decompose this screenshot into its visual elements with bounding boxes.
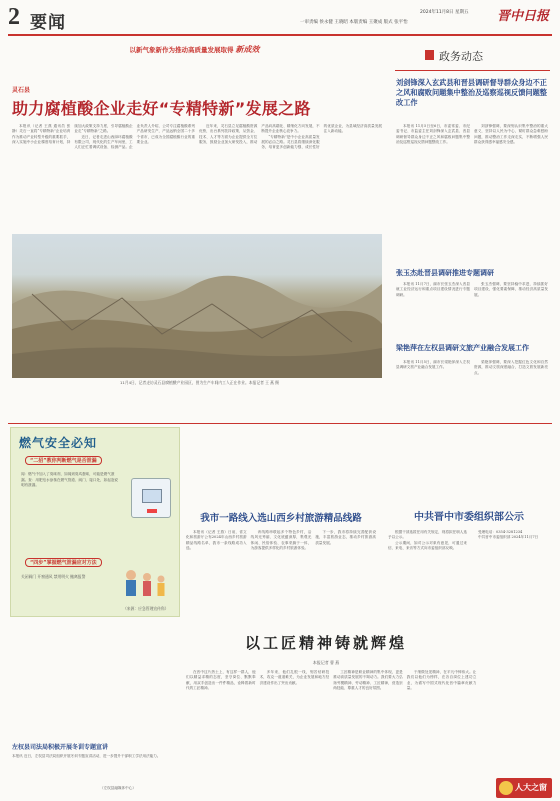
notice-para-3: 受理电话：0354-3281234 — [478, 530, 523, 534]
page-number: 2 — [8, 4, 20, 30]
lead-para-2: 近日，记者走进山西绿环腐植酸有限公司，现代化的生产车间里，工人们正忙着调试设备、检测产品。企业负责人介绍，公司专注腐植酸系列产品研发生产，产品远销全国二十多个省市，已成为全国腐植酸行业的重要企业。 — [74, 124, 195, 150]
bottom-left-headline: 左权县司法局积极开展冬训专题宣讲 — [12, 744, 109, 751]
paper-name: 晋中日报 — [497, 9, 550, 24]
slogan-emphasis: 新成效 — [235, 45, 260, 54]
politics-headline-2: 张玉杰赴晋县调研推进专题调研 — [396, 269, 494, 277]
politics-body-1 — [396, 124, 548, 262]
date-line: 2024年11月8日 星期五 — [420, 10, 469, 15]
craft-body — [186, 670, 550, 796]
village-para-2: 该线路串联起多个特色乡村，沿线风光秀丽、文化底蕴深厚，集观光休闲、民俗体验、农事采摘于一体，为游客提供多样化的乡村旅游体验。 — [250, 530, 312, 550]
politics-1-para-2: 刘剑锋强调，要深刻认识集中整治的重大意义，坚持以人民为中心，紧盯群众急难愁盼问题，推动整治工作走深走实，不断增强人民群众获得感幸福感安全感。 — [474, 124, 548, 144]
politics-2-para-2: 张玉杰强调，要坚持稳中求进，持续抓好项目建设，强化要素保障，推动经济高质量发展。 — [474, 282, 548, 297]
craft-para-4: 于细微处见精神，在平凡中铸伟大。让我们以他们为榜样，在各自岗位上建功立业，为谱写中国式现代化晋中篇章贡献力量。 — [406, 670, 477, 690]
gas-sub1-text: 闻：燃气中加入了臭味剂，如闻到臭鸡蛋味，可能是燃气泄漏。查：用肥皂水涂抹在燃气管道、阀门、接口处，如起泡说明有泄漏。 — [21, 472, 119, 488]
politics-3-para-2: 梁艳萍强调，要深入挖掘红色文化和自然资源，推动文旅深度融合，打造文旅发展新亮点。 — [474, 360, 548, 375]
notice-body — [388, 530, 550, 622]
bottom-left-source: （左权县融媒体中心） — [100, 786, 136, 790]
slogan-banner — [8, 44, 381, 56]
masthead — [0, 0, 560, 34]
lead-photo — [12, 234, 382, 378]
craft-para-3: 工匠精神是职业精神的集中体现，更是推动高质量发展的不竭动力。我们要大力弘扬劳模精神、劳动精神、工匠精神，营造崇尚技能、尊重人才的良好氛围。 — [333, 670, 403, 690]
gas-detector-illustration — [131, 478, 171, 518]
notice-title: 中共晋中市委组织部公示 — [414, 512, 524, 523]
slogan-text: 以新气象新作为推动高质量发展取得 — [129, 46, 234, 54]
column-marker — [425, 50, 434, 60]
gas-title: 燃气安全必知 — [19, 436, 98, 450]
village-para-1: 本报讯（记者 王燕）日前，省文化和旅游厅公布2024年山西乡村旅游精品线路名单，我市一条线路成功入选。 — [186, 530, 247, 550]
politics-header — [395, 44, 550, 66]
politics-headline-1: 刘剑锋深入玄武县和晋县调研督导群众身边不正之风和腐败问题集中整治及巡察巡视反馈问题整改工作 — [396, 78, 547, 107]
village-body — [186, 530, 376, 622]
village-para-3: 下一步，我市将持续完善配套设施，丰富旅游业态，推动乡村旅游高质量发展。 — [315, 530, 376, 545]
lead-para-4: “专精特新”是中小企业高质量发展的必由之路。灵石县将继续深化服务，培育更多创新能力强、成长性好的优质企业，为县域经济高质量发展注入新动能。 — [261, 124, 382, 150]
village-headline: 我市一路线入选山西乡村旅游精品线路 — [200, 513, 362, 524]
politics-2-para-1: 本报讯 11月7日，副市长张玉杰深入晋县就工业经济运行和重点项目建设情况进行专题调研。 — [396, 282, 470, 297]
gas-sub2: “四步”掌握燃气泄漏应对方法 — [25, 558, 102, 567]
ad-label: 人大之窗 — [515, 783, 547, 792]
politics-3-para-1: 本报讯 11月5日，副市长梁艳萍深入左权县调研文旅产业融合发展工作。 — [396, 360, 470, 370]
lead-headline: 助力腐植酸企业走好“专精特新”发展之路 — [12, 99, 311, 118]
lead-para-3: 近年来，灵石县立足腐植酸资源优势，出台系列扶持政策，从资金、技术、人才等方面为企业提供全方位服务，鼓励企业加大研发投入，推动产品向高端化、精细化方向发展，不断提升企业核心竞争力。 — [198, 124, 320, 144]
gas-source: （来源：应急管理宣传科） — [123, 606, 169, 611]
politics-headline-3: 梁艳萍在左权县调研文旅产业融合发展工作 — [396, 344, 529, 352]
lead-para-1: 本报讯（记者 王燕 通讯员 张静）灵石一直将“专精特新”企业培育作为推动产业转型升级的重要抓手，深入实施中小企业梯度培育计划，持续加大政策支持力度，引导腐植酸企业走“专精特新”之路。 — [12, 124, 133, 144]
section-name: 要闻 — [30, 13, 66, 33]
lead-photo-caption: 11月4日，记者走访灵石县腐植酸产业园区，图为生产车间内工人正在作业。本报记者 王 燕 摄 — [120, 380, 279, 385]
landscape-illustration — [12, 234, 382, 378]
notice-para-4: 中共晋中市委组织部 2024年11月7日 — [478, 535, 539, 540]
family-illustration — [119, 568, 173, 598]
politics-1-para-1: 本报讯 11月5日至6日，市委常委、市纪委书记、市监委主任刘剑锋深入玄武县、晋县调研督导群众身边不正之风和腐败问题集中整治及巡察巡视反馈问题整改工作。 — [396, 124, 470, 144]
people-icon — [119, 568, 173, 598]
notice-para-2: 公示期间，如对公示对象有意见，可通过来信、来电、来访等方式向市委组织部反映。 — [388, 540, 467, 550]
editor-line: 一审责编 侯永健 王晓昭 本版责编 王聚成 版式 张平怡 — [300, 20, 408, 25]
craft-headline: 以工匠精神铸就辉煌 — [244, 634, 407, 652]
politics-column-title: 政务动态 — [439, 50, 483, 63]
politics-body-2 — [396, 282, 548, 336]
politics-body-3 — [396, 360, 548, 420]
ad-emblem-icon — [499, 781, 513, 795]
bottom-left-text: 本报讯 近日，左权县司法局组织开展冬训专题宣讲活动，进一步提升干部职工学法用法能力。 — [12, 754, 161, 758]
gas-sub1: “二招”教你判断燃气是否泄漏 — [25, 456, 102, 465]
craft-para-1: 在晋中这片热土上，有这样一群人，他们以精益求精的态度，坚守岗位、默默奉献，用双手创造出一件件精品，诠释着新时代的工匠精神。 — [186, 670, 256, 690]
notice-para-1: 根据干部选拔任用有关规定，现将拟任职人选予以公示。 — [388, 530, 467, 540]
masthead-rule — [8, 34, 552, 36]
gas-safety-box — [10, 427, 180, 617]
lead-body — [12, 124, 382, 232]
gas-sub2-text: 关闭阀门 开窗通风 禁用明火 撤离报警 — [21, 574, 86, 579]
lead-tag: 灵石县 — [12, 87, 31, 94]
ad-box — [496, 778, 552, 798]
politics-rule — [395, 70, 550, 71]
craft-para-2: 多年来，他们扎根一线，刻苦钻研技术，攻克一道道难关，为企业发展和地方经济建设作出了突出贡献。 — [259, 670, 330, 685]
mid-rule — [8, 423, 552, 424]
craft-author: 本报记者 曹 燕 — [312, 660, 340, 665]
